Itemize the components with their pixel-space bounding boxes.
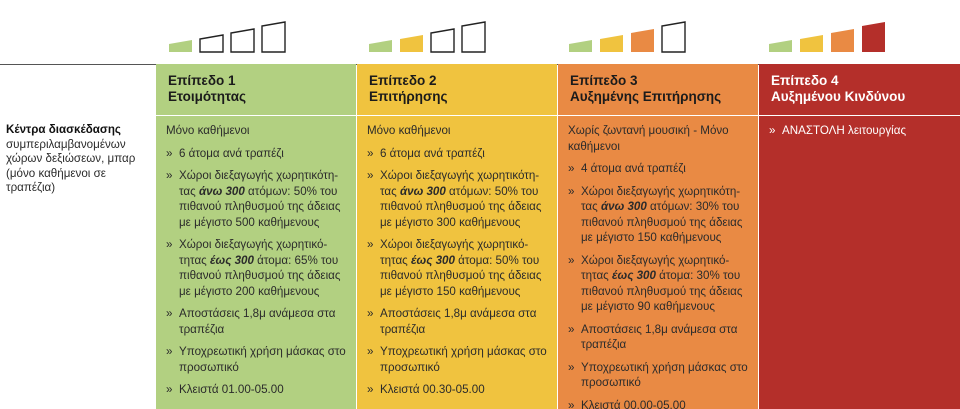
- rule-item-text: άτομα: 30% του πιθανού πληθυσμού της άδειας με μέγιστο 90 καθήμενους: [581, 269, 743, 313]
- rule-item: [568, 360, 750, 391]
- rule-item-text: Χώροι διεξαγωγής χωρητικό-τητας: [179, 238, 328, 267]
- rule-item-emphasis: έως 300: [611, 269, 656, 282]
- level-3-risk-meter-icon: [568, 18, 686, 54]
- rule-item-text: Υποχρεωτική χρήση μάσκας στο προσωπικό: [581, 360, 748, 389]
- level-2-title: Επίπεδο 2: [369, 73, 437, 88]
- rule-item: [568, 253, 750, 315]
- rule-item: [367, 146, 549, 162]
- bullet-icon: »: [166, 146, 173, 160]
- risk-meter-svg: [768, 18, 886, 54]
- risk-meter-bar: [831, 29, 854, 52]
- risk-meter-bar: [769, 40, 792, 52]
- bullet-icon: »: [568, 322, 575, 336]
- rule-item-emphasis: έως 300: [209, 253, 254, 267]
- risk-meter-bar: [569, 40, 592, 52]
- level-2-rules: [367, 123, 549, 405]
- rule-item-text: ατόμων: 50% του πιθανού πληθυσμού της άδειας με μέγιστο 300 καθήμενους: [380, 184, 542, 229]
- rule-item: [166, 237, 348, 299]
- rule-item-text: Χώροι διεξαγωγής χωρητικό-τητας: [581, 253, 730, 282]
- rule-item-text: Κλειστά 00.30-05.00: [380, 383, 485, 396]
- risk-meter-bar: [262, 22, 285, 52]
- rule-item: [568, 322, 750, 353]
- rule-item: [367, 344, 549, 375]
- rule-item: [166, 168, 348, 230]
- bullet-icon: »: [568, 398, 575, 409]
- row-subtitle: συμπεριλαμβανομένων χώρων δεξιώσεων, μπαρ (μόνο καθήμενοι σε τραπέζια): [6, 137, 136, 194]
- rule-item: [367, 237, 549, 299]
- level-4-column: [759, 64, 960, 409]
- level-4-rules: [769, 123, 952, 146]
- level-1-subtitle: Ετοιμότητας: [168, 89, 247, 104]
- level-1-risk-meter-icon: [168, 18, 286, 54]
- rule-item-text: 4 άτομα ανά τραπέζι: [581, 162, 686, 175]
- rule-item-emphasis: άνω 300: [399, 184, 446, 198]
- level-4-title: Επίπεδο 4: [771, 73, 839, 88]
- level-2-intro: Μόνο καθήμενοι: [367, 124, 451, 137]
- level-3-items: [568, 161, 750, 409]
- risk-meter-svg: [168, 18, 286, 54]
- bullet-icon: »: [769, 124, 776, 137]
- level-4-items: [769, 123, 952, 139]
- risk-meter-bar: [431, 29, 454, 52]
- rule-item-text: Υποχρεωτική χρήση μάσκας στο προσωπικό: [179, 345, 346, 374]
- level-3-rules: [568, 123, 750, 409]
- risk-meter-bar: [662, 22, 685, 52]
- bullet-icon: »: [568, 253, 575, 267]
- bullet-icon: »: [367, 146, 374, 160]
- rule-item-text: 6 άτομα ανά τραπέζι: [380, 146, 485, 160]
- risk-meter-svg: [368, 18, 486, 54]
- bullet-icon: »: [367, 345, 374, 358]
- rule-item-text: Χώροι διεξαγωγής χωρητικότη-τας: [581, 184, 741, 213]
- bullet-icon: »: [367, 383, 374, 396]
- rule-item-text: Αποστάσεις 1,8μ ανάμεσα στα τραπέζια: [179, 307, 336, 336]
- header-divider: [357, 115, 557, 116]
- rule-item-text: Κλειστά 00.00-05.00: [581, 398, 686, 409]
- bullet-icon: »: [166, 238, 173, 251]
- bullet-icon: »: [166, 383, 173, 396]
- level-1-rules: [166, 123, 348, 405]
- rule-item: [367, 382, 549, 398]
- risk-meter-bar: [369, 40, 392, 52]
- rule-item-text: ατόμων: 30% του πιθανού πληθυσμού της άδειας με μέγιστο 150 καθήμενους: [581, 200, 743, 244]
- rule-item: [568, 398, 750, 409]
- level-4-header: [771, 73, 954, 105]
- rule-item: [769, 123, 952, 139]
- level-2-risk-meter-icon: [368, 18, 486, 54]
- rule-item: [568, 161, 750, 177]
- level-1-title: Επίπεδο 1: [168, 73, 236, 88]
- risk-meter-bar: [631, 29, 654, 52]
- row-title: Κέντρα διασκέδασης: [6, 123, 121, 136]
- rule-item-text: άτομα: 50% του πιθανού πληθυσμού της άδειας με μέγιστο 150 καθήμενους: [380, 253, 542, 298]
- rule-item: [166, 344, 348, 375]
- level-3-subtitle: Αυξημένης Επιτήρησης: [570, 89, 722, 104]
- risk-meter-bar: [862, 22, 885, 52]
- rule-item-text: 6 άτομα ανά τραπέζι: [179, 146, 284, 160]
- level-2-header: [369, 73, 551, 105]
- risk-meter-bar: [800, 35, 823, 52]
- rule-item: [568, 184, 750, 246]
- header-divider: [558, 115, 758, 116]
- rule-item-text: Χώροι διεξαγωγής χωρητικότη-τας: [380, 169, 540, 198]
- level-1-column: [156, 64, 356, 409]
- rule-item-text: άτομα: 65% του πιθανού πληθυσμού της άδειας με μέγιστο 200 καθήμενους: [179, 253, 341, 298]
- level-3-title: Επίπεδο 3: [570, 73, 638, 88]
- bullet-icon: »: [166, 169, 173, 182]
- header-divider: [759, 115, 960, 116]
- risk-meter-bar: [200, 35, 223, 52]
- rule-item-text: Χώροι διεξαγωγής χωρητικότη-τας: [179, 169, 339, 198]
- rule-item: [166, 306, 348, 337]
- bullet-icon: »: [568, 184, 575, 198]
- rule-item-text: Υποχρεωτική χρήση μάσκας στο προσωπικό: [380, 345, 547, 374]
- level-3-intro: Χωρίς ζωντανή μουσική - Μόνο καθήμενοι: [568, 124, 729, 153]
- risk-meter-bar: [462, 22, 485, 52]
- risk-meter-svg: [568, 18, 686, 54]
- level-2-subtitle: Επιτήρησης: [369, 89, 448, 104]
- level-3-header: [570, 73, 752, 105]
- rule-item-emphasis: έως 300: [410, 253, 455, 267]
- level-4-subtitle: Αυξημένου Κινδύνου: [771, 89, 906, 104]
- rule-item: [166, 382, 348, 398]
- risk-meter-bar: [400, 35, 423, 52]
- bullet-icon: »: [166, 307, 173, 320]
- rule-item-text: ατόμων: 50% του πιθανού πληθυσμού της άδειας με μέγιστο 500 καθήμενους: [179, 184, 341, 229]
- rule-item: [166, 146, 348, 162]
- level-2-items: [367, 146, 549, 398]
- level-4-risk-meter-icon: [768, 18, 886, 54]
- risk-meter-bar: [169, 40, 192, 52]
- rule-item-emphasis: άνω 300: [600, 200, 647, 213]
- rule-item-text: Αποστάσεις 1,8μ ανάμεσα στα τραπέζια: [581, 322, 738, 351]
- bullet-icon: »: [568, 162, 575, 175]
- bullet-icon: »: [166, 345, 173, 358]
- bullet-icon: »: [568, 360, 575, 374]
- rule-item: [367, 306, 549, 337]
- level-2-column: [357, 64, 557, 409]
- rule-item-text: Χώροι διεξαγωγής χωρητικό-τητας: [380, 238, 529, 267]
- bullet-icon: »: [367, 238, 374, 251]
- rule-item-text: ΑΝΑΣΤΟΛΗ λειτουργίας: [782, 124, 907, 137]
- risk-meter-bar: [600, 35, 623, 52]
- level-1-header: [168, 73, 350, 105]
- rule-item: [367, 168, 549, 230]
- level-1-items: [166, 146, 348, 398]
- row-label: [6, 123, 152, 196]
- risk-meter-bar: [231, 29, 254, 52]
- rule-item-text: Κλειστά 01.00-05.00: [179, 383, 284, 396]
- bullet-icon: »: [367, 307, 374, 320]
- level-3-column: [558, 64, 758, 409]
- rule-item-text: Αποστάσεις 1,8μ ανάμεσα στα τραπέζια: [380, 307, 537, 336]
- bullet-icon: »: [367, 169, 374, 182]
- level-1-intro: Μόνο καθήμενοι: [166, 124, 250, 137]
- header-divider: [156, 115, 356, 116]
- rule-item-emphasis: άνω 300: [198, 184, 245, 198]
